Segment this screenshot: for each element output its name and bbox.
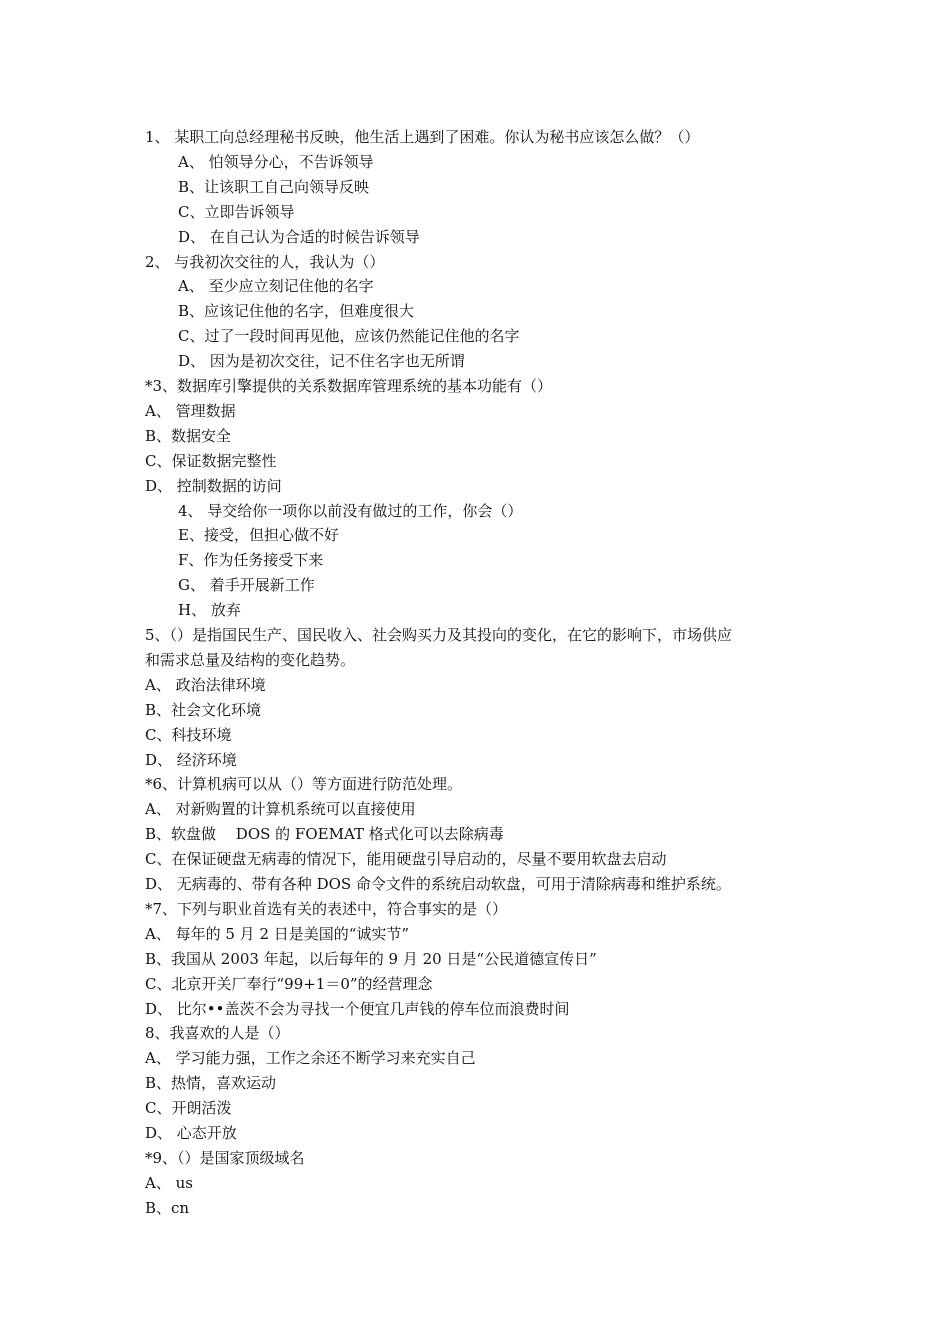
text-line: F、作为任务接受下来 — [178, 551, 324, 570]
text-line: *9、（）是国家顶级域名 — [145, 1148, 305, 1167]
text-line: C、立即告诉领导 — [178, 202, 295, 221]
text-line: A、 us — [145, 1173, 193, 1192]
text-line: H、 放弃 — [178, 601, 241, 620]
text-line: A、 政治法律环境 — [145, 675, 266, 694]
text-line: D、 控制数据的访问 — [145, 476, 282, 495]
text-line: 4、 导交给你一项你以前没有做过的工作，你会（） — [178, 501, 523, 520]
text-line: 5、（）是指国民生产、国民收入、社会购买力及其投向的变化，在它的影响下，市场供应 — [145, 626, 733, 644]
text-line: C、保证数据完整性 — [145, 451, 277, 470]
text-line: C、北京开关厂奉行“99+1＝0”的经营理念 — [145, 974, 433, 993]
text-line: B、热情，喜欢运动 — [145, 1074, 277, 1093]
text-line: D、 经济环境 — [145, 750, 237, 769]
text-line: B、软盘做 DOS 的 FOEMAT 格式化可以去除病毒 — [145, 825, 504, 844]
text-line: G、 着手开展新工作 — [178, 576, 315, 595]
text-line: A、 至少应立刻记住他的名字 — [178, 277, 374, 296]
text-line: C、过了一段时间再见他，应该仍然能记住他的名字 — [178, 327, 520, 346]
text-line: 1、 某职工向总经理秘书反映，他生活上遇到了困难。你认为秘书应该怎么做？（） — [145, 128, 700, 146]
text-line: D、 无病毒的、带有各种 DOS 命令文件的系统启动软盘，可用于清除病毒和维护系统。 — [145, 875, 731, 893]
text-line: B、数据安全 — [145, 426, 232, 445]
text-line: A、 管理数据 — [145, 401, 236, 420]
text-line: A、 学习能力强，工作之余还不断学习来充实自己 — [145, 1049, 476, 1068]
text-line: B、我国从 2003 年起，以后每年的 9 月 20 日是“公民道德宣传日” — [145, 949, 597, 968]
text-line: B、应该记住他的名字，但难度很大 — [178, 302, 415, 321]
text-line: *3、数据库引擎提供的关系数据库管理系统的基本功能有（） — [145, 377, 553, 395]
text-line: C、在保证硬盘无病毒的情况下，能用硬盘引导启动的，尽量不要用软盘去启动 — [145, 850, 667, 869]
text-line: A、 对新购置的计算机系统可以直接使用 — [145, 800, 416, 819]
text-line: E、接受，但担心做不好 — [178, 526, 339, 545]
text-line: C、科技环境 — [145, 725, 232, 744]
text-line: B、让该职工自己向领导反映 — [178, 177, 370, 196]
text-line: D、 心态开放 — [145, 1124, 237, 1142]
text-line: *7、下列与职业首选有关的表述中，符合事实的是（） — [145, 899, 508, 918]
text-line: B、社会文化环境 — [145, 700, 262, 719]
text-line: D、 比尔••盖茨不会为寻找一个便宜几声钱的停车位而浪费时间 — [145, 999, 570, 1018]
text-line: 和需求总量及结构的变化趋势。 — [145, 650, 356, 669]
text-line: D、 在自己认为合适的时候告诉领导 — [178, 227, 420, 246]
text-line: A、 怕领导分心，不告诉领导 — [178, 152, 374, 171]
text-line: 2、 与我初次交往的人，我认为（） — [145, 252, 385, 271]
text-line: 8、我喜欢的人是（） — [145, 1024, 290, 1043]
text-line: *6、计算机病可以从（）等方面进行防范处理。 — [145, 775, 463, 794]
text-line: A、 每年的 5 月 2 日是美国的“诚实节” — [145, 924, 410, 943]
text-line: D、 因为是初次交往，记不住名字也无所谓 — [178, 352, 465, 371]
text-line: C、开朗活泼 — [145, 1099, 232, 1118]
text-line: B、cn — [145, 1198, 190, 1217]
